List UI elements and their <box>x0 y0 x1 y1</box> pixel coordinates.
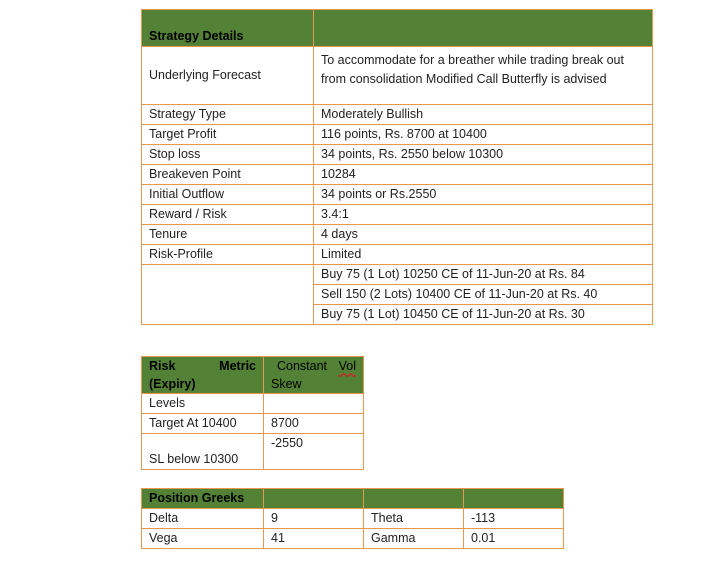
row-label: Breakeven Point <box>142 165 314 185</box>
leg-value: Buy 75 (1 Lot) 10250 CE of 11-Jun-20 at Rs. 84 <box>314 265 653 285</box>
greek-name: Theta <box>364 509 464 529</box>
greek-value: 41 <box>264 529 364 549</box>
strategy-details-table <box>141 9 653 325</box>
row-label: Target Profit <box>142 125 314 145</box>
greek-value: -113 <box>464 509 564 529</box>
row-label: Initial Outflow <box>142 185 314 205</box>
target-label: Target At 10400 <box>142 414 264 434</box>
forecast-value <box>314 47 653 105</box>
table-row <box>142 509 564 529</box>
risk-metric-header <box>142 357 264 394</box>
risk-metric-table <box>141 356 364 470</box>
row-value: Moderately Bullish <box>314 105 653 125</box>
row-value: 4 days <box>314 225 653 245</box>
table-row <box>142 394 364 414</box>
leg-value: Sell 150 (2 Lots) 10400 CE of 11-Jun-20 at Rs. 40 <box>314 285 653 305</box>
row-value: 116 points, Rs. 8700 at 10400 <box>314 125 653 145</box>
table-row <box>142 165 653 185</box>
table-row <box>142 205 653 225</box>
greek-name: Vega <box>142 529 264 549</box>
table-header-row <box>142 489 564 509</box>
table-row <box>142 414 364 434</box>
header-blank-cell <box>464 489 564 509</box>
header-blank-cell <box>264 489 364 509</box>
forecast-line: from consolidation Modified Call Butterfly is advised <box>321 72 607 86</box>
row-value: 34 points or Rs.2550 <box>314 185 653 205</box>
constant-vol-header-line <box>271 357 356 375</box>
table-row <box>142 105 653 125</box>
row-label: Tenure <box>142 225 314 245</box>
leg-value: Buy 75 (1 Lot) 10450 CE of 11-Jun-20 at Rs. 30 <box>314 305 653 325</box>
target-value: 8700 <box>264 414 364 434</box>
row-label: Reward / Risk <box>142 205 314 225</box>
header-word: Metric <box>219 359 256 373</box>
table-row <box>142 145 653 165</box>
row-label: Strategy Type <box>142 105 314 125</box>
row-label: Risk-Profile <box>142 245 314 265</box>
risk-metric-header-line <box>149 357 256 375</box>
table-row <box>142 47 653 105</box>
row-label: Stop loss <box>142 145 314 165</box>
constant-vol-skew-header <box>264 357 364 394</box>
row-value: 10284 <box>314 165 653 185</box>
forecast-label: Underlying Forecast <box>142 47 314 105</box>
table-row <box>142 245 653 265</box>
header-word: Skew <box>271 377 302 391</box>
legs-label-blank <box>142 265 314 325</box>
row-value: 3.4:1 <box>314 205 653 225</box>
table-row <box>142 265 653 285</box>
strategy-details-title: Strategy Details <box>142 10 314 47</box>
table-row <box>142 434 364 470</box>
position-greeks-table <box>141 488 564 549</box>
table-row <box>142 225 653 245</box>
row-value: Limited <box>314 245 653 265</box>
header-word: (Expiry) <box>149 377 196 391</box>
sl-value: -2550 <box>264 434 364 470</box>
table-header-row <box>142 357 364 394</box>
greek-name: Delta <box>142 509 264 529</box>
greek-value: 9 <box>264 509 364 529</box>
greek-name: Gamma <box>364 529 464 549</box>
greek-value: 0.01 <box>464 529 564 549</box>
header-word: Vol <box>338 359 356 373</box>
table-row <box>142 529 564 549</box>
sl-label: SL below 10300 <box>142 434 264 470</box>
levels-value <box>264 394 364 414</box>
header-blank-cell <box>314 10 653 47</box>
table-row <box>142 185 653 205</box>
row-value: 34 points, Rs. 2550 below 10300 <box>314 145 653 165</box>
header-word: Constant <box>277 359 328 373</box>
position-greeks-title: Position Greeks <box>142 489 264 509</box>
header-word: Risk <box>149 359 176 373</box>
table-row <box>142 125 653 145</box>
forecast-line: To accommodate for a breather while trading break out <box>321 53 624 67</box>
levels-label: Levels <box>142 394 264 414</box>
header-blank-cell <box>364 489 464 509</box>
table-header-row <box>142 10 653 47</box>
